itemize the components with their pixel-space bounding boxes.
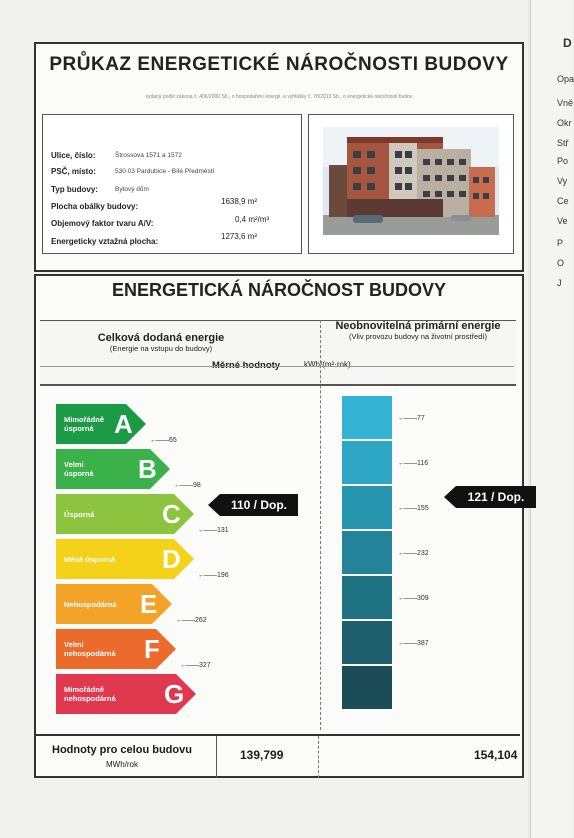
shape-value: 0,4 m²/m³ [235,215,270,224]
side-text: Vy [557,176,568,186]
primary-energy-heading [318,320,518,341]
specific-values-label: Měrné hodnoty [212,360,281,371]
side-text: Okr [557,118,572,128]
energy-title: ENERGETICKÁ NÁROČNOST BUDOVY [111,280,447,300]
primary-threshold-label: ←—— 309 [398,595,429,602]
class-threshold-label: ←—— 98 [174,482,201,489]
energy-class-label: Úsporná [64,509,95,519]
type-value: Bytový dům [115,186,149,193]
total-energy-heading [76,332,246,353]
energy-class-letter: G [164,678,185,709]
total-energy-title: Celková dodaná energie [97,332,225,344]
primary-threshold-label: ←—— 232 [398,550,429,557]
primary-energy-bar [342,666,392,709]
building-photo [323,127,499,235]
primary-energy-bar [342,486,392,529]
badge-text: 110 / Dop. [230,498,288,512]
side-text: J [557,278,562,288]
shape-label: Objemový faktor tvaru A/V: [51,219,154,228]
energy-class-b [56,449,170,489]
primary-threshold-label: ←—— 155 [398,505,429,512]
building-class-badge-primary [456,486,536,508]
class-threshold-label: ←—— 327 [180,662,211,669]
side-text: Vně [557,98,574,108]
next-page-edge [530,0,573,838]
side-text: Opa [557,74,574,84]
building-class-badge-total [220,494,298,516]
area-value: 1273,6 m² [221,232,258,241]
building-info-panel [42,114,302,254]
certificate-header-box [34,42,524,272]
energy-class-label: Velmi úsporná [64,460,94,478]
envelope-label: Plocha obálky budovy: [51,202,139,211]
zip-label: PSČ, místo: [51,167,96,176]
energy-class-c [56,494,194,534]
type-label: Typ budovy: [51,185,98,194]
side-text: Ce [557,196,569,206]
building-photo-frame [308,114,514,254]
primary-energy-bar [342,396,392,439]
energy-class-letter: B [138,453,157,484]
totals-row [34,734,520,778]
primary-energy-subtitle: (Vliv provozu budovy na životní prostředí) [349,332,487,341]
area-label: Energeticky vztažná plocha: [51,237,159,246]
energy-class-a [56,404,146,444]
badge-text: 121 / Dop. [467,490,525,504]
energy-class-label: Mimořádně nehospodárná [64,685,116,703]
energy-class-e [56,584,172,624]
energy-class-f [56,629,176,669]
zip-value: 530 03 Pardubice - Bílé Předměstí [115,168,215,175]
energy-class-letter: C [162,498,181,529]
primary-energy-title: Neobnovitelná primární energie [335,320,501,332]
class-threshold-label: ←—— 262 [176,617,207,624]
energy-class-letter: F [144,633,160,664]
primary-energy-bar [342,531,392,574]
side-text: P [557,238,564,248]
side-text: Stř [557,138,569,148]
primary-energy-bar [342,621,392,664]
class-threshold-label: ←—— 131 [198,527,229,534]
totals-unit: MWh/rok [106,760,138,769]
side-text: Po [557,156,569,166]
primary-threshold-label: ←—— 387 [398,640,429,647]
primary-energy-bar [342,441,392,484]
energy-class-g [56,674,196,714]
certificate-subtitle: vydaný podle zákona č. 406/2000 Sb., o hospodaření energií, a vyhlášky č. 78/2013 Sb., o energetické náročnosti budov [145,94,413,100]
total-energy-subtitle: (Energie na vstupu do budovy) [109,344,213,353]
totals-label: Hodnoty pro celou budovu [52,744,192,756]
primary-energy-bar [342,576,392,619]
energy-performance-box [34,274,524,778]
energy-class-label: Mimořádně úsporná [64,415,105,433]
envelope-value: 1638,9 m² [221,197,258,206]
energy-class-label: Nehospodárná [64,599,117,609]
specific-values-unit: kWh/(m²·rok) [304,360,351,369]
street-label: Ulice, číslo: [51,151,96,160]
side-text: D [563,36,572,50]
total-primary-energy-value: 154,104 [474,748,518,762]
class-threshold-label: ←—— 196 [198,572,229,579]
energy-class-letter: A [114,408,133,439]
class-threshold-label: ←—— 65 [150,437,177,444]
energy-class-d [56,539,194,579]
street-value: Štrossova 1571 a 1572 [115,152,182,159]
side-text: O [557,258,565,268]
energy-class-letter: D [162,543,181,574]
total-delivered-energy-value: 139,799 [240,748,284,762]
primary-threshold-label: ←—— 116 [398,460,428,467]
side-text: Ve [557,216,568,226]
primary-threshold-label: ←—— 77 [398,415,425,422]
energy-class-label: Méně úsporná [64,554,115,564]
energy-class-label: Velmi nehospodárná [64,640,116,658]
energy-class-letter: E [140,588,158,619]
certificate-title: PRŮKAZ ENERGETICKÉ NÁROČNOSTI BUDOVY [49,54,509,75]
